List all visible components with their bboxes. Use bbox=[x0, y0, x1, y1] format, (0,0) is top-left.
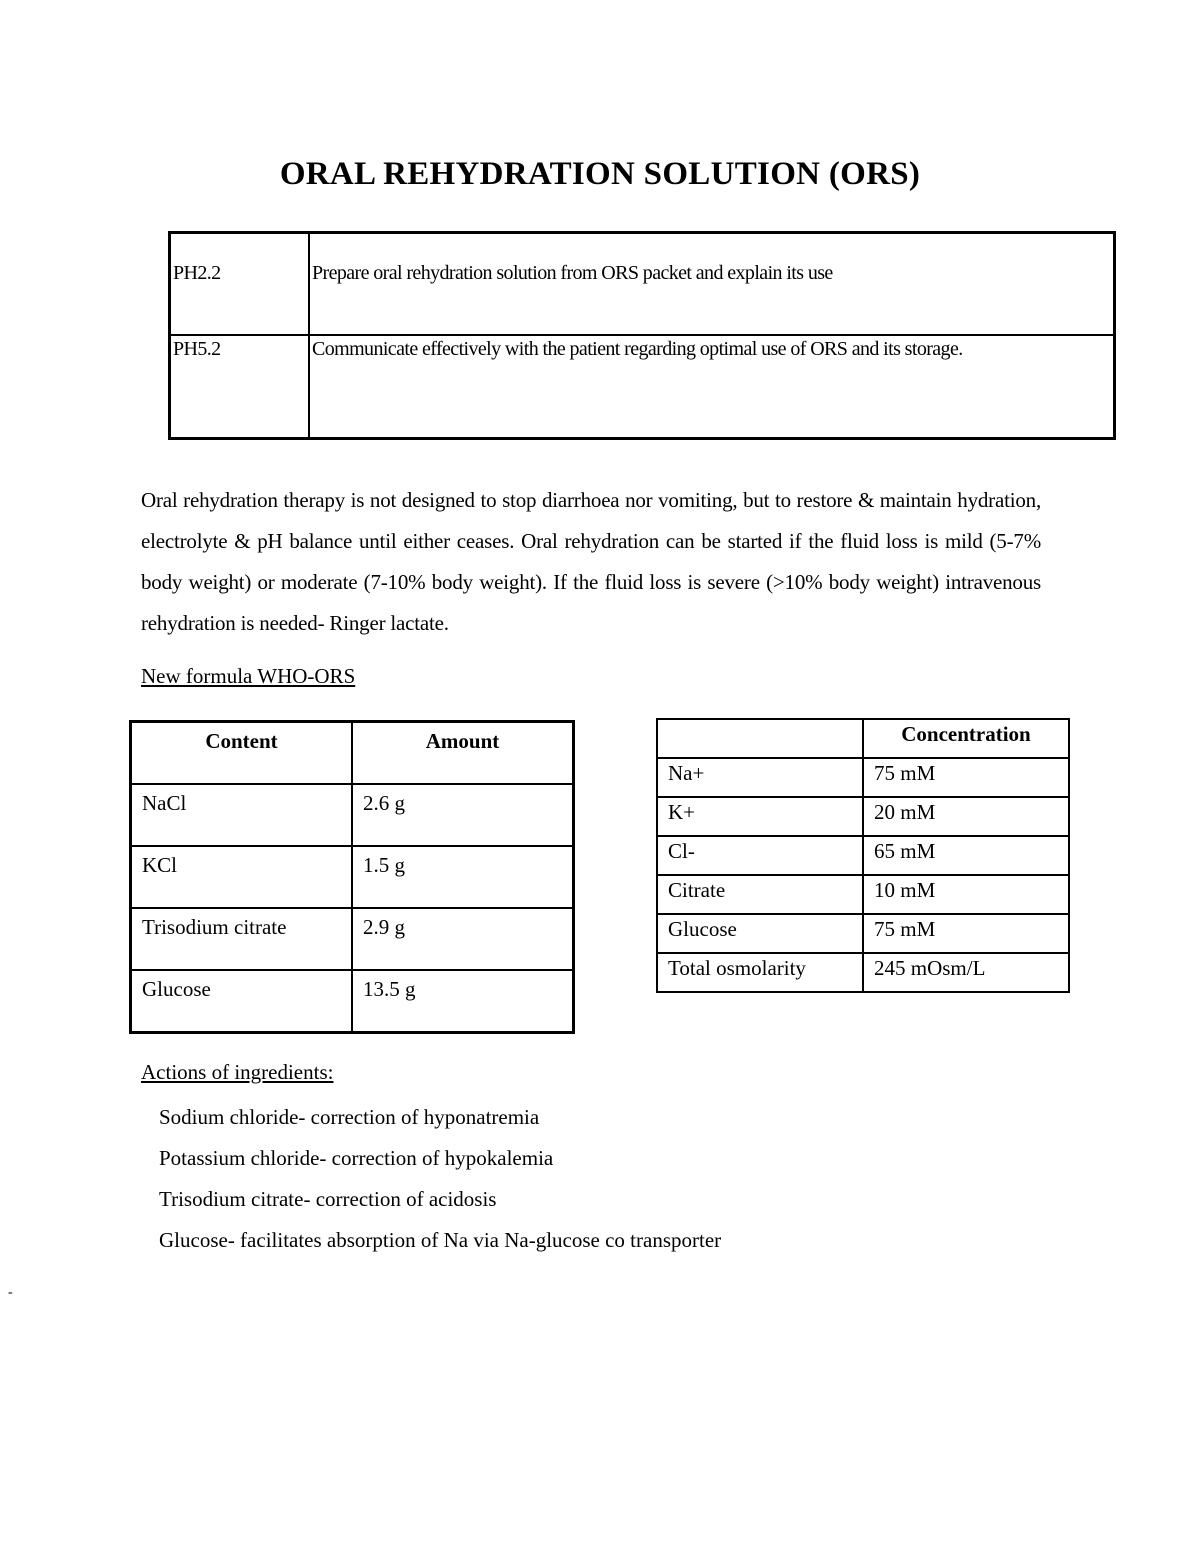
content-cell: NaCl bbox=[131, 784, 353, 846]
table-row bbox=[131, 784, 574, 846]
table-row bbox=[170, 335, 1115, 439]
column-header-content: Content bbox=[131, 722, 353, 785]
concentration-cell: 20 mM bbox=[863, 797, 1069, 836]
competency-code: PH5.2 bbox=[170, 335, 310, 439]
intro-paragraph: Oral rehydration therapy is not designed to stop diarrhoea nor vomiting, but to restore & maintain hydration, electrolyte & pH balance until either ceases. Oral rehydration can be started if the fluid loss is mild (5-7% body weight) or moderate (7-10% body weight). If the fluid loss is severe (>10% body weight) intravenous rehydration is needed- Ringer lactate. bbox=[141, 488, 1041, 635]
concentration-cell: 245 mOsm/L bbox=[863, 953, 1069, 992]
ion-cell: Total osmolarity bbox=[657, 953, 863, 992]
concentration-cell: 75 mM bbox=[863, 914, 1069, 953]
concentration-table bbox=[656, 718, 1070, 993]
list-item: Glucose- facilitates absorption of Na via Na-glucose co transporter bbox=[159, 1228, 722, 1252]
ion-cell: Cl- bbox=[657, 836, 863, 875]
table-row bbox=[170, 233, 1115, 336]
amount-cell: 13.5 g bbox=[352, 970, 574, 1033]
content-cell: KCl bbox=[131, 846, 353, 908]
column-header-amount: Amount bbox=[352, 722, 574, 785]
table-row bbox=[131, 908, 574, 970]
amount-cell: 1.5 g bbox=[352, 846, 574, 908]
new-formula-heading: New formula WHO-ORS bbox=[141, 664, 356, 688]
competency-code: PH2.2 bbox=[170, 233, 310, 336]
competency-text: Prepare oral rehydration solution from ORS packet and explain its use bbox=[309, 233, 1115, 336]
table-row bbox=[131, 846, 574, 908]
table-row bbox=[657, 836, 1069, 875]
table-row bbox=[657, 875, 1069, 914]
table-row bbox=[657, 758, 1069, 797]
ion-cell: Citrate bbox=[657, 875, 863, 914]
page-title: ORAL REHYDRATION SOLUTION (ORS) bbox=[279, 156, 921, 192]
table-row bbox=[657, 797, 1069, 836]
competency-table bbox=[168, 231, 1116, 440]
list-item: Trisodium citrate- correction of acidosis bbox=[159, 1187, 497, 1211]
table-row bbox=[131, 970, 574, 1033]
content-cell: Glucose bbox=[131, 970, 353, 1033]
actions-heading: Actions of ingredients: bbox=[141, 1060, 334, 1084]
list-item: Sodium chloride- correction of hyponatremia bbox=[159, 1105, 540, 1129]
list-item: Potassium chloride- correction of hypokalemia bbox=[159, 1146, 554, 1170]
concentration-cell: 65 mM bbox=[863, 836, 1069, 875]
content-cell: Trisodium citrate bbox=[131, 908, 353, 970]
ion-cell: K+ bbox=[657, 797, 863, 836]
table-row bbox=[657, 953, 1069, 992]
ion-cell: Na+ bbox=[657, 758, 863, 797]
table-header-row bbox=[131, 722, 574, 785]
actions-list bbox=[159, 1097, 721, 1261]
ion-cell: Glucose bbox=[657, 914, 863, 953]
table-header-row bbox=[657, 719, 1069, 758]
amount-table bbox=[129, 720, 575, 1034]
column-header-concentration: Concentration bbox=[863, 719, 1069, 758]
amount-cell: 2.9 g bbox=[352, 908, 574, 970]
stray-mark: - bbox=[8, 1285, 13, 1300]
concentration-cell: 10 mM bbox=[863, 875, 1069, 914]
amount-cell: 2.6 g bbox=[352, 784, 574, 846]
column-header-ion bbox=[657, 719, 863, 758]
concentration-cell: 75 mM bbox=[863, 758, 1069, 797]
table-row bbox=[657, 914, 1069, 953]
competency-text: Communicate effectively with the patient regarding optimal use of ORS and its storage. bbox=[309, 335, 1115, 439]
